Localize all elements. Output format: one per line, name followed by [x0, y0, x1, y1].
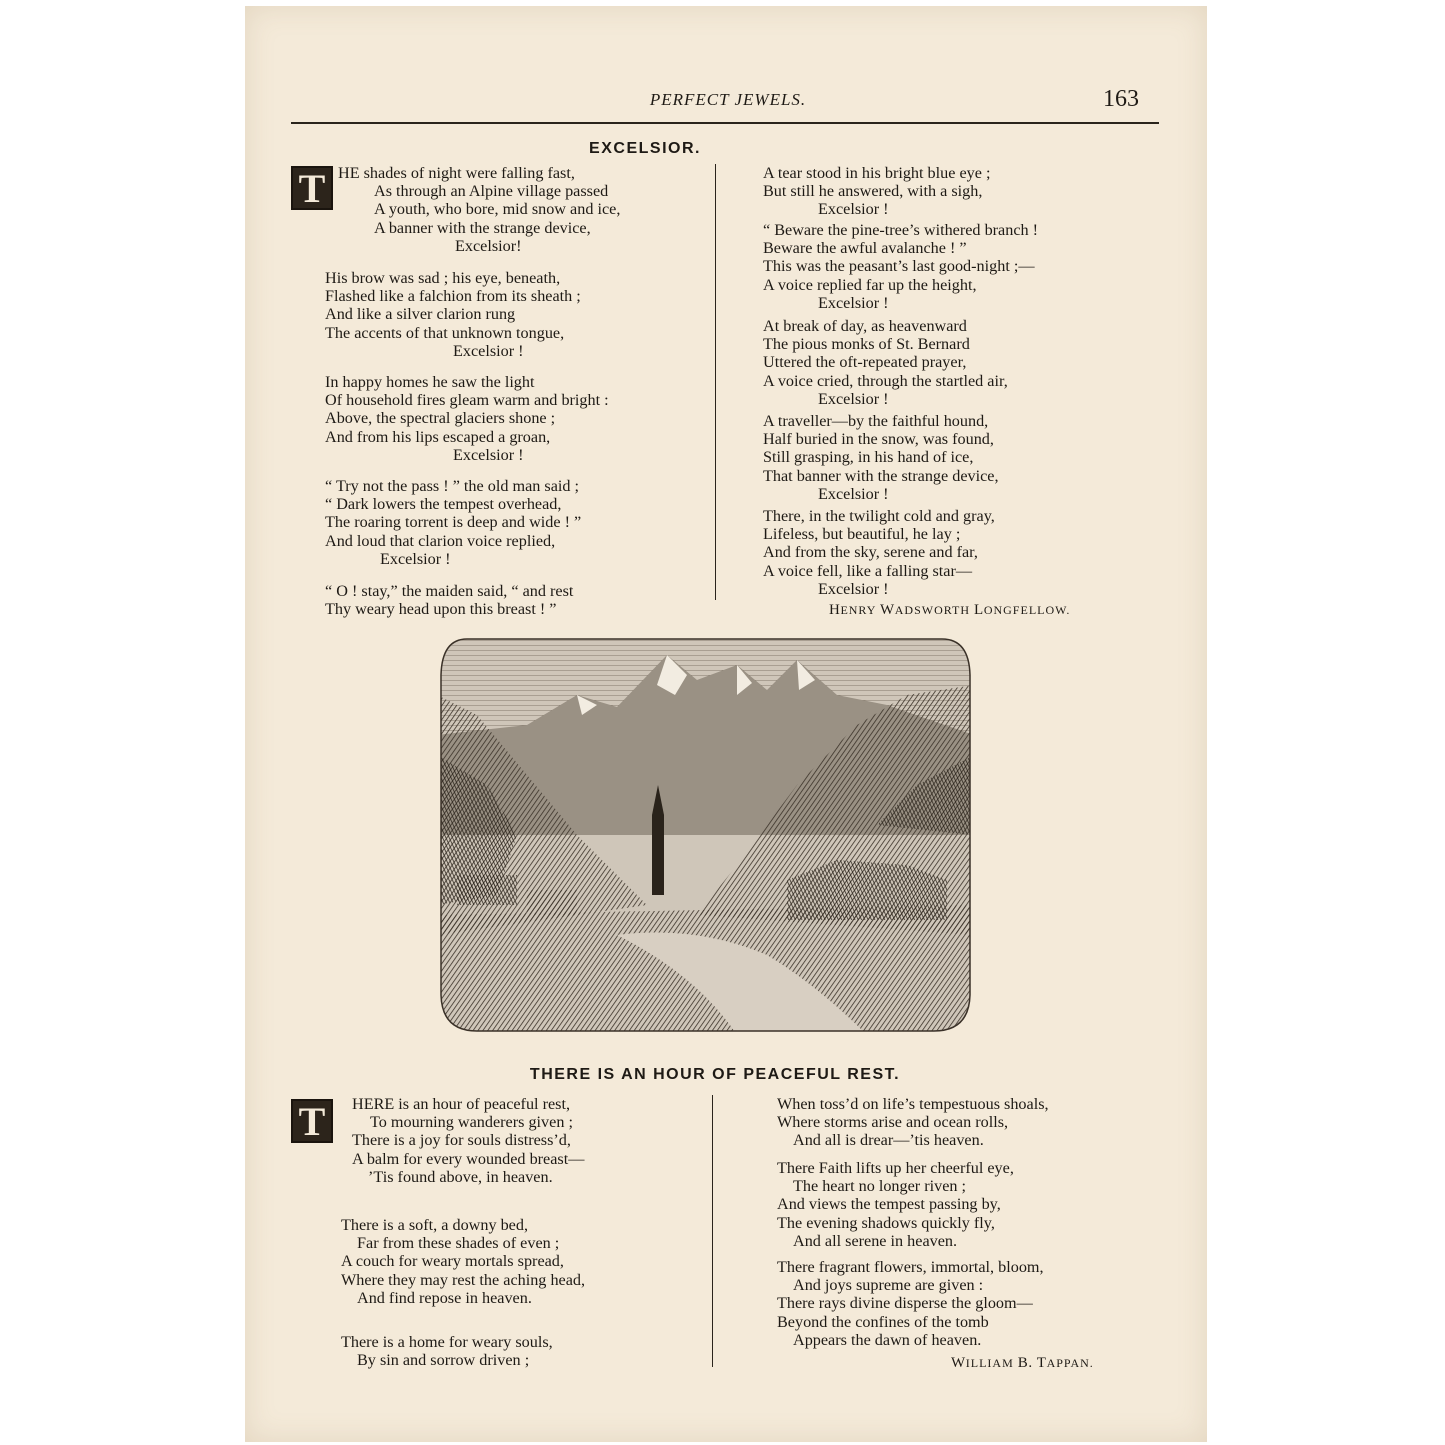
poem-title-peaceful-rest: THERE IS AN HOUR OF PEACEFUL REST.: [529, 1066, 901, 1083]
poem-line: Appears the dawn of heaven.: [793, 1330, 982, 1349]
stanza: [352, 1095, 584, 1186]
stanza: [325, 269, 581, 360]
poem-line: Beyond the confines of the tomb: [777, 1312, 989, 1331]
header-rule: [291, 122, 1159, 124]
stanza: [325, 373, 609, 464]
poem-line: “ Dark lowers the tempest overhead,: [325, 495, 562, 514]
stanza: [763, 221, 1038, 312]
stanza: [777, 1258, 1044, 1349]
stanza: [341, 1333, 553, 1369]
poem-title-excelsior: EXCELSIOR.: [589, 140, 701, 157]
refrain: Excelsior !: [818, 579, 889, 598]
stanza: [763, 507, 995, 598]
stanza: [325, 477, 581, 568]
stanza: [341, 1216, 585, 1307]
author-longfellow: HENRY WADSWORTH LONGFELLOW.: [829, 602, 1071, 618]
page-number: 163: [1103, 86, 1139, 112]
refrain: Excelsior !: [818, 484, 889, 503]
engraving-illustration: [437, 635, 974, 1035]
poem-line: Beware the awful avalanche ! ”: [763, 239, 967, 258]
poem-line: “ Try not the pass ! ” the old man said ;: [325, 477, 580, 495]
running-title: PERFECT JEWELS.: [649, 90, 807, 109]
poem-line: Half buried in the snow, was found,: [763, 430, 994, 449]
poem-line: A voice cried, through the startled air,: [763, 371, 1008, 390]
refrain: Excelsior !: [818, 389, 889, 408]
poem-line: But still he answered, with a sigh,: [763, 182, 983, 201]
book-page: [245, 6, 1207, 1442]
poem-line: Thy weary head upon this breast ! ”: [325, 600, 557, 619]
stanza: [777, 1095, 1049, 1150]
poem-line: HE shades of night were falling fast,: [338, 164, 575, 182]
poem-line: Where storms arise and ocean rolls,: [777, 1113, 1009, 1132]
poem-line: There is a home for weary souls,: [341, 1333, 553, 1351]
poem-line: The evening shadows quickly fly,: [777, 1213, 995, 1232]
stanza: [763, 164, 991, 219]
poem-line: And joys supreme are given :: [793, 1276, 984, 1295]
refrain: Excelsior !: [453, 445, 524, 464]
poem-line: Far from these shades of even ;: [357, 1234, 560, 1253]
stanza: [777, 1159, 1014, 1250]
poem-line: ’Tis found above, in heaven.: [368, 1167, 553, 1186]
stanza: [338, 164, 620, 255]
dropcap-peaceful-rest: T: [291, 1099, 333, 1143]
poem-line: And like a silver clarion rung: [325, 305, 516, 324]
poem-line: A traveller—by the faithful hound,: [763, 412, 989, 430]
column-divider: [715, 164, 716, 600]
refrain: Excelsior !: [818, 293, 889, 312]
poem-line: The pious monks of St. Bernard: [763, 335, 970, 354]
poem-line: And find repose in heaven.: [357, 1288, 532, 1307]
poem-line: To mourning wanderers given ;: [370, 1113, 573, 1132]
poem-line: And all is drear—’tis heaven.: [793, 1131, 984, 1150]
poem-line: There is a joy for souls distress’d,: [352, 1131, 571, 1150]
poem-line: HERE is an hour of peaceful rest,: [352, 1095, 571, 1113]
poem-line: And loud that clarion voice replied,: [325, 531, 556, 550]
poem-line: Flashed like a falchion from its sheath ;: [325, 287, 581, 306]
poem-line: The roaring torrent is deep and wide ! ”: [325, 513, 582, 532]
poem-line: The accents of that unknown tongue,: [325, 323, 565, 342]
poem-line: “ O ! stay,” the maiden said, “ and rest: [325, 582, 574, 600]
poem-line: A voice fell, like a falling star—: [763, 561, 973, 580]
poem-line: There Faith lifts up her cheerful eye,: [777, 1159, 1014, 1177]
poem-line: A couch for weary mortals spread,: [341, 1252, 564, 1271]
poem-line: When toss’d on life’s tempestuous shoals,: [777, 1095, 1049, 1113]
poem-line: Uttered the oft-repeated prayer,: [763, 353, 967, 372]
poem-line: And from the sky, serene and far,: [763, 543, 978, 562]
poem-line: A banner with the strange device,: [374, 218, 591, 237]
column-divider: [712, 1095, 713, 1367]
poem-line: That banner with the strange device,: [763, 466, 999, 485]
poem-line: A voice replied far up the height,: [763, 275, 977, 294]
stanza: [763, 412, 999, 503]
poem-line: And views the tempest passing by,: [777, 1195, 1001, 1214]
poem-line: Above, the spectral glaciers shone ;: [325, 409, 556, 428]
poem-line: Of household fires gleam warm and bright :: [325, 391, 609, 410]
poem-line: Lifeless, but beautiful, he lay ;: [763, 525, 961, 544]
poem-line: There is a soft, a downy bed,: [341, 1216, 529, 1234]
poem-line: There fragrant flowers, immortal, bloom,: [777, 1258, 1044, 1276]
poem-line: The heart no longer riven ;: [793, 1177, 967, 1196]
poem-line: And all serene in heaven.: [793, 1231, 958, 1250]
poem-line: “ Beware the pine-tree’s withered branch !: [763, 221, 1039, 239]
poem-line: By sin and sorrow driven ;: [357, 1351, 530, 1370]
poem-line: This was the peasant’s last good-night ;—: [763, 257, 1035, 276]
poem-line: In happy homes he saw the light: [325, 373, 535, 391]
poem-line: As through an Alpine village passed: [374, 182, 609, 201]
poem-line: There rays divine disperse the gloom—: [777, 1294, 1033, 1313]
poem-line: A youth, who bore, mid snow and ice,: [374, 200, 621, 219]
poem-line: And from his lips escaped a groan,: [325, 427, 551, 446]
poem-line: A balm for every wounded breast—: [352, 1149, 585, 1168]
refrain: Excelsior!: [455, 236, 522, 255]
author-tappan: WILLIAM B. TAPPAN.: [951, 1355, 1094, 1371]
refrain: Excelsior !: [453, 341, 524, 360]
poem-line: There, in the twilight cold and gray,: [763, 507, 995, 525]
stanza: [325, 582, 573, 618]
poem-line: A tear stood in his bright blue eye ;: [763, 164, 991, 182]
poem-line: His brow was sad ; his eye, beneath,: [325, 269, 561, 287]
refrain: Excelsior !: [380, 549, 451, 568]
dropcap-excelsior: T: [291, 166, 333, 210]
poem-line: Where they may rest the aching head,: [341, 1270, 586, 1289]
refrain: Excelsior !: [818, 200, 889, 219]
poem-line: At break of day, as heavenward: [763, 317, 967, 335]
stanza: [763, 317, 1008, 408]
poem-line: Still grasping, in his hand of ice,: [763, 448, 974, 467]
